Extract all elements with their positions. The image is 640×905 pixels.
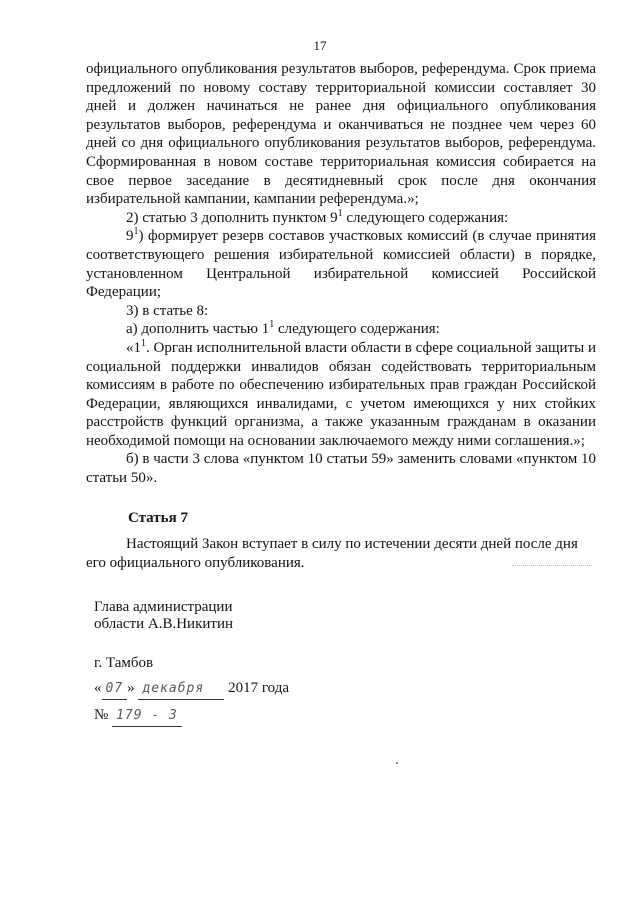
final-paragraph-line-2: его официального опубликования. <box>86 554 305 571</box>
signature-block <box>94 599 233 633</box>
number-sign: № <box>94 707 109 723</box>
article-heading: Статья 7 <box>128 510 188 526</box>
paragraph-continuation: официального опубликования результатов выборов, референдума. Срок приема предложений по новому составу территориальной комиссии составляет 30 дней и должен начинаться не ранее дня официального опубликования результатов выборов, референдума и оканчиваться не позднее чем через 60 дней со дня официального опубликования результатов выборов, референдума. Сформированная в новом составе территориальная комиссия собирается на свое первое заседание в десятидневный срок после дня окончания избирательной кампании, кампании референдума.»; <box>86 61 596 208</box>
date-year: 2017 года <box>228 680 290 696</box>
final-paragraph <box>86 535 596 572</box>
paragraph-item-3: 3) в статье 8: <box>126 302 209 319</box>
document-number-line <box>94 706 182 727</box>
scan-speck <box>396 762 398 764</box>
amendment-text <box>86 60 596 488</box>
date-line: « 07 » декабря 2017 года <box>94 679 289 700</box>
page-number: 17 <box>313 38 327 53</box>
document-number: 179 - 3 <box>112 707 182 727</box>
paragraph-part-1-1: «$1^1$. Орган исполнительной власти области в сфере социальной защиты и социальной поддержки инвалидов обязан содействовать территориальным комиссиям в работе по обеспечению избирательных прав граждан Российской Федерации, являющихся инвалидами, с учетом имеющихся у них стойких расстройств функций организма, а также указанным гражданам в оказании необходимой помощи на основании заключаемого между ними соглашения.»; <box>86 337 596 449</box>
paragraph-item-2: 2) статью 3 дополнить пунктом $9^1$ следующего содержания: <box>126 207 509 226</box>
paragraph-item-b: б) в части 3 слова «пунктом 10 статьи 59» заменить словами «пунктом 10 статьи 50». <box>86 451 596 487</box>
faint-dotted-line <box>512 565 592 566</box>
date-day: 07 <box>102 680 128 700</box>
date-month: декабря <box>138 680 224 700</box>
paragraph-item-9-1: $9^1$) формирует резерв составов участковых комиссий (в случае принятия соответствующего решения избирательной комиссией области) в порядке, установленном Центральной избирательной комиссией Российской Федерации; <box>86 226 596 301</box>
signature-title-line-1: Глава администрации <box>94 599 233 615</box>
city-name: г. Тамбов <box>94 655 154 671</box>
paragraph-item-a: а) дополнить частью $1^1$ следующего содержания: <box>126 319 440 338</box>
final-paragraph-line-1: Настоящий Закон вступает в силу по истечении десяти дней после дня <box>126 536 578 552</box>
signature-title-line-2: области А.В.Никитин <box>94 616 234 632</box>
